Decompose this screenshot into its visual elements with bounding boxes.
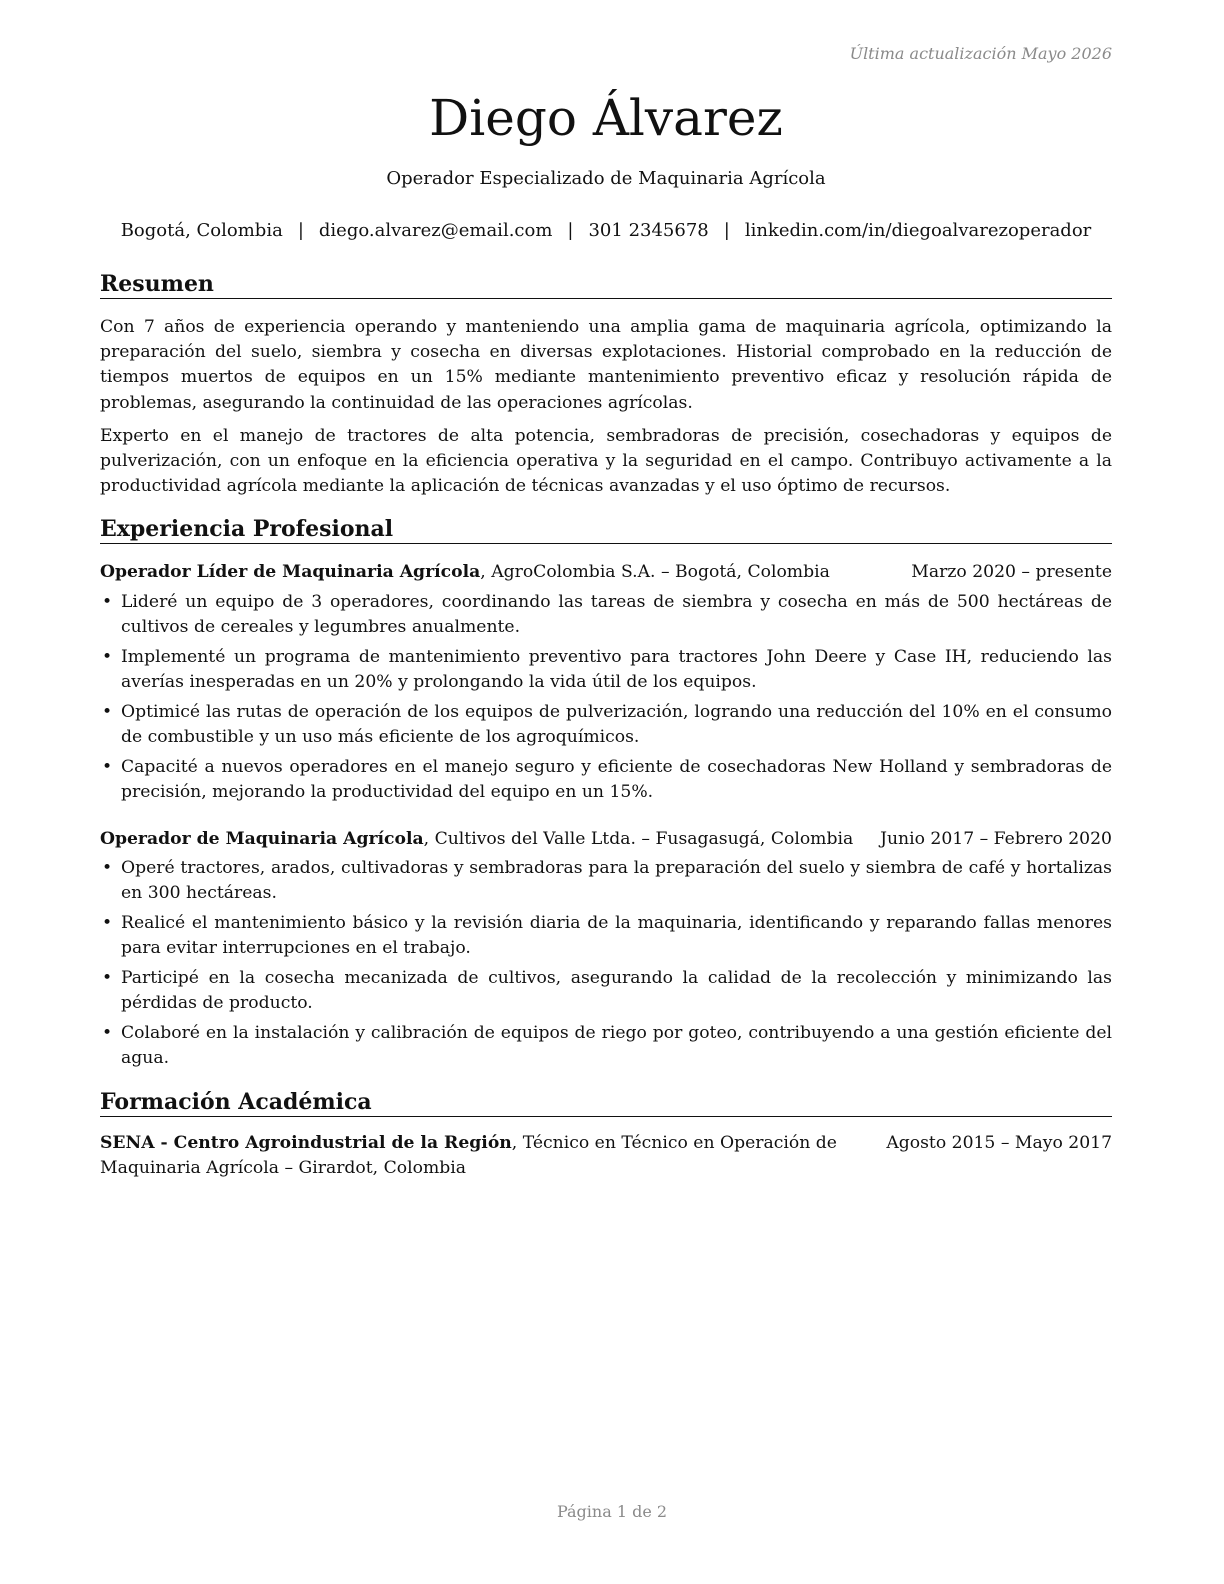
- contact-line: [100, 218, 1112, 244]
- education-section: [100, 1088, 1112, 1181]
- contact-linkedin[interactable]: linkedin.com/in/diegoalvarezoperador: [744, 220, 1092, 241]
- section-title-education: Formación Académica: [100, 1088, 1112, 1117]
- bullet-icon: •: [102, 858, 113, 879]
- bullet-text: Realicé el mantenimiento básico y la revisión diaria de la maquinaria, identificando y reparando fallas menores para evitar interrupciones en el trabajo.: [121, 913, 1112, 959]
- bullet-item: [100, 755, 1112, 805]
- bullet-text: Implementé un programa de mantenimiento preventivo para tractores John Deere y Case IH, reduciendo las averías inesperadas en un 20% y prolongando la vida útil de los equipos.: [121, 646, 1112, 692]
- bullet-icon: •: [102, 646, 113, 667]
- bullet-icon: •: [102, 756, 113, 777]
- education-details: , Técnico en Técnico en Operación de Maquinaria Agrícola – Girardot, Colombia: [100, 1132, 837, 1178]
- bullet-text: Capacité a nuevos operadores en el manejo seguro y eficiente de cosechadoras New Holland y sembradoras de precisión, mejorando la productividad del equipo en un 15%.: [121, 756, 1112, 802]
- education-dates: Agosto 2015 – Mayo 2017: [886, 1132, 1112, 1153]
- headline: Operador Especializado de Maquinaria Agrícola: [386, 168, 826, 189]
- bullet-item: [100, 1021, 1112, 1071]
- job-title-line: [100, 827, 853, 852]
- bullet-icon: •: [102, 968, 113, 989]
- job-bullets: [100, 590, 1112, 805]
- bullet-text: Colaboré en la instalación y calibración de equipos de riego por goteo, contribuyendo a una gestión eficiente del agua.: [121, 1023, 1112, 1069]
- job-company: , Cultivos del Valle Ltda. – Fusagasugá, Colombia: [423, 829, 854, 850]
- page-number: Página 1 de 2: [556, 1502, 668, 1521]
- contact-email[interactable]: diego.alvarez@email.com: [318, 220, 553, 241]
- education-institution: SENA - Centro Agroindustrial de la Región: [100, 1132, 512, 1153]
- bullet-icon: •: [102, 701, 113, 722]
- bullet-icon: •: [102, 913, 113, 934]
- section-title-experience: Experiencia Profesional: [100, 515, 1112, 544]
- bullet-text: Lideré un equipo de 3 operadores, coordinando las tareas de siembra y cosecha en más de 500 hectáreas de cultivos de cereales y legumbres anualmente.: [121, 591, 1112, 637]
- bullet-text: Optimicé las rutas de operación de los equipos de pulverización, logrando una reducción del 10% en el consumo de combustible y un uso más eficiente de los agroquímicos.: [121, 701, 1112, 747]
- bullet-text: Participé en la cosecha mecanizada de cultivos, asegurando la calidad de la recolección y minimizando las pérdidas de producto.: [121, 968, 1112, 1014]
- education-entry: [100, 1131, 1112, 1181]
- job-entry: [100, 560, 1112, 805]
- contact-separator: |: [723, 220, 730, 241]
- job-role: Operador de Maquinaria Agrícola: [100, 829, 424, 850]
- bullet-item: [100, 856, 1112, 906]
- education-description: [100, 1131, 880, 1181]
- experience-section: [100, 515, 1112, 1071]
- summary-section: [100, 270, 1112, 499]
- bullet-item: [100, 645, 1112, 695]
- bullet-item: [100, 590, 1112, 640]
- job-title-line: [100, 560, 830, 585]
- job-role: Operador Líder de Maquinaria Agrícola: [100, 562, 481, 583]
- resume-page: [100, 0, 1112, 1584]
- job-bullets: [100, 856, 1112, 1071]
- contact-separator: |: [297, 220, 304, 241]
- job-header: [100, 827, 1112, 852]
- job-dates: Marzo 2020 – presente: [911, 562, 1112, 583]
- job-company: , AgroColombia S.A. – Bogotá, Colombia: [480, 562, 830, 583]
- summary-paragraph: Con 7 años de experiencia operando y manteniendo una amplia gama de maquinaria agrícola, optimizando la preparación del suelo, siembra y cosecha en diversas explotaciones. Historial comprobado en la reducción de tiempos muertos de equipos en un 15% mediante mantenimiento preventivo eficaz y resolución rápida de problemas, asegurando la continuidad de las operaciones agrícolas.: [100, 317, 1112, 413]
- contact-phone: 301 2345678: [588, 220, 709, 241]
- contact-location: Bogotá, Colombia: [120, 220, 283, 241]
- contact-separator: |: [567, 220, 574, 241]
- candidate-name: Diego Álvarez: [429, 89, 783, 147]
- section-title-summary: Resumen: [100, 270, 1112, 299]
- bullet-item: [100, 700, 1112, 750]
- bullet-icon: •: [102, 1023, 113, 1044]
- summary-paragraph: Experto en el manejo de tractores de alta potencia, sembradoras de precisión, cosechadoras y equipos de pulverización, con un enfoque en la eficiencia operativa y la seguridad en el campo. Contribuyo activamente a la productividad agrícola mediante la aplicación de técnicas avanzadas y el uso óptimo de recursos.: [100, 425, 1112, 497]
- job-dates: Junio 2017 – Febrero 2020: [880, 829, 1112, 850]
- resume-content: [100, 270, 1112, 1181]
- bullet-text: Operé tractores, arados, cultivadoras y sembradoras para la preparación del suelo y siembra de café y hortalizas en 300 hectáreas.: [121, 858, 1112, 904]
- bullet-item: [100, 966, 1112, 1016]
- bullet-icon: •: [102, 591, 113, 612]
- last-updated: Última actualización Mayo 2026: [849, 44, 1112, 63]
- bullet-item: [100, 911, 1112, 961]
- job-header: [100, 560, 1112, 585]
- job-entry: [100, 827, 1112, 1072]
